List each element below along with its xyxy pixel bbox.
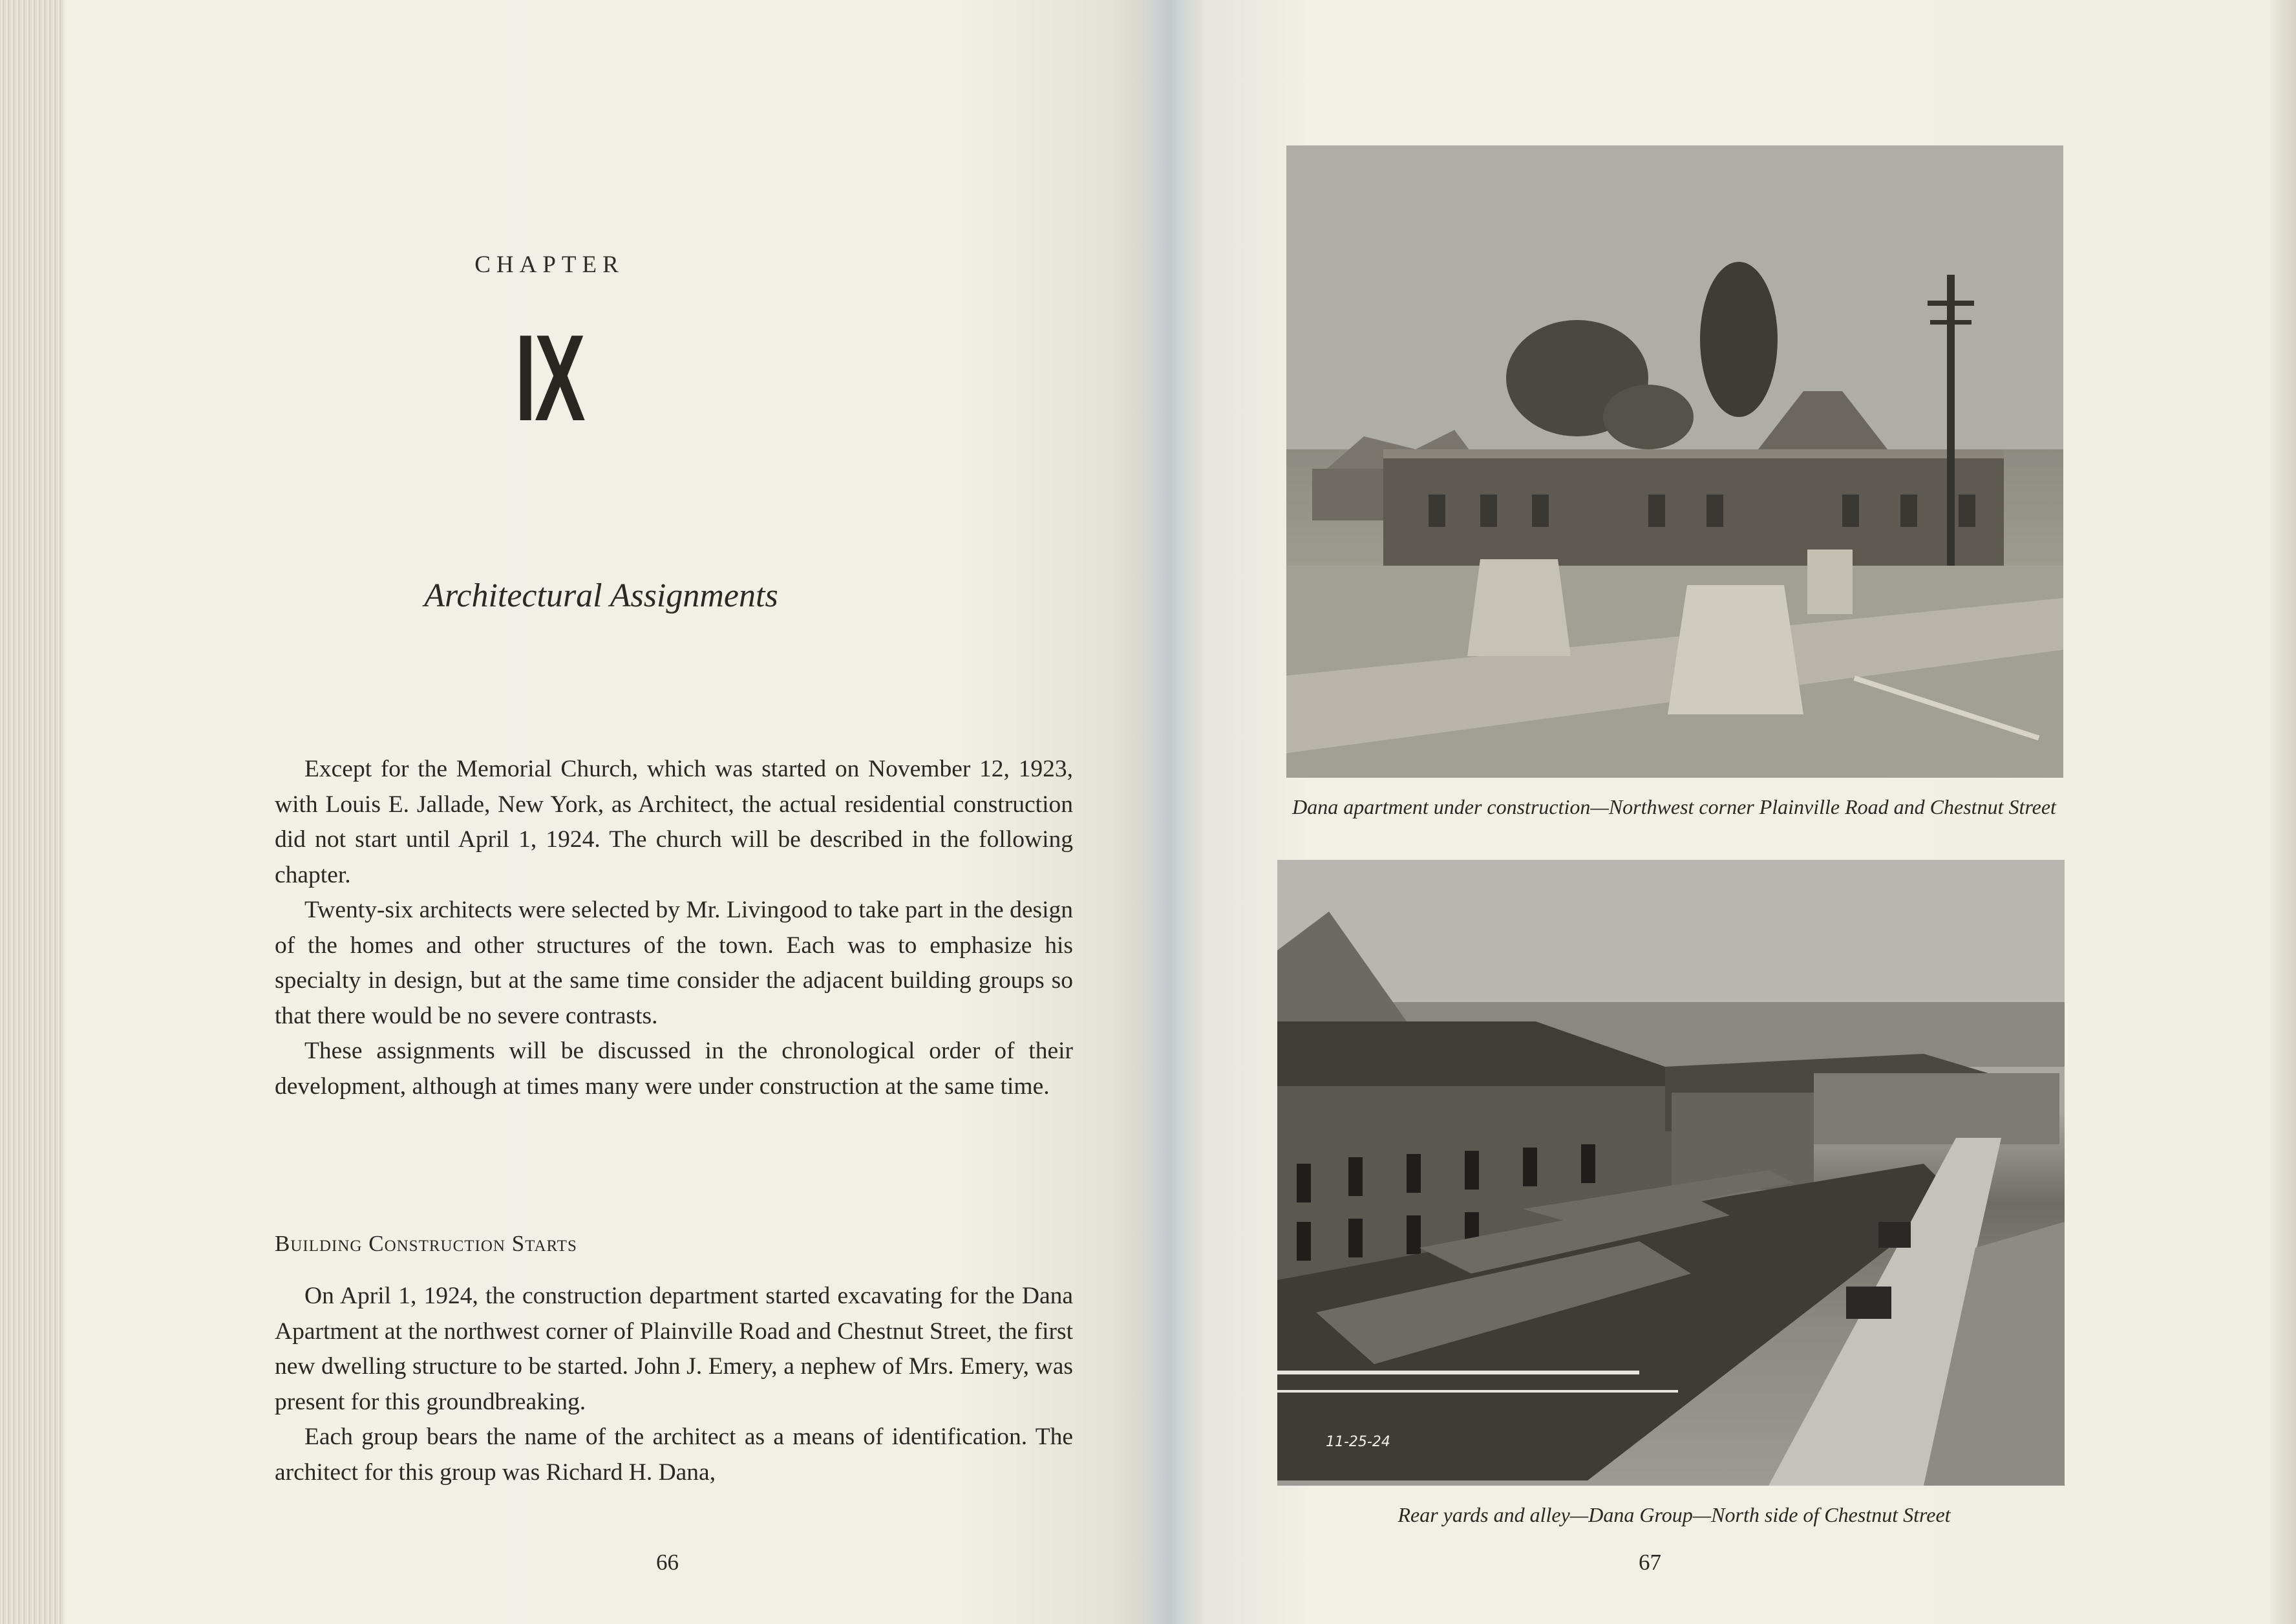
right-page-edge [2270, 0, 2296, 1624]
page-number-left: 66 [656, 1550, 679, 1575]
photo-caption-bottom: Rear yards and alley—Dana Group—North side of Chestnut Street [1398, 1503, 1951, 1526]
photo-caption-top: Dana apartment under construction—Northwest corner Plainville Road and Chestnut Street [1292, 795, 2056, 818]
page-edges [0, 0, 65, 1624]
chapter-numeral: IX [515, 310, 584, 447]
alley-photo-illustration [1277, 860, 2065, 1486]
book-gutter [1144, 0, 1202, 1624]
paragraph: These assignments will be discussed in the chronological order of their development, although at times many were under construction at the same time. [275, 1038, 1073, 1100]
section-paragraphs [275, 1279, 1073, 1490]
photo-date-stamp: 11-25-24 [1326, 1434, 1390, 1450]
paragraph: Except for the Memorial Church, which was started on November 12, 1923, with Louis E. Jallade, New York, as Architect, the actual residential construction did not start until April 1, 1924. The church will be described in the following chapter. [275, 756, 1073, 888]
chapter-label: CHAPTER [474, 251, 624, 278]
paragraph: Each group bears the name of the architect as a means of identification. The architect for this group was Richard H. Dana, [275, 1424, 1073, 1486]
page-number-right: 67 [1639, 1550, 1661, 1575]
chapter-title: Architectural Assignments [424, 577, 778, 614]
intro-paragraphs [275, 752, 1073, 1104]
alley-photo [1277, 860, 2065, 1486]
section-heading: Building Construction Starts [275, 1231, 577, 1256]
construction-photo [1286, 145, 2063, 778]
construction-photo-illustration [1286, 145, 2063, 778]
paragraph: Twenty-six architects were selected by Mr. Livingood to take part in the design of the homes and other structures of the town. Each was to emphasize his specialty in design, but at the same time consider the adjacent building groups so that there would be no severe contrasts. [275, 897, 1073, 1029]
paragraph: On April 1, 1924, the construction department started excavating for the Dana Apartment at the northwest corner of Plainville Road and Chestnut Street, the first new dwelling structure to be started. John J. Emery, a nephew of Mrs. Emery, was present for this groundbreaking. [275, 1283, 1073, 1415]
